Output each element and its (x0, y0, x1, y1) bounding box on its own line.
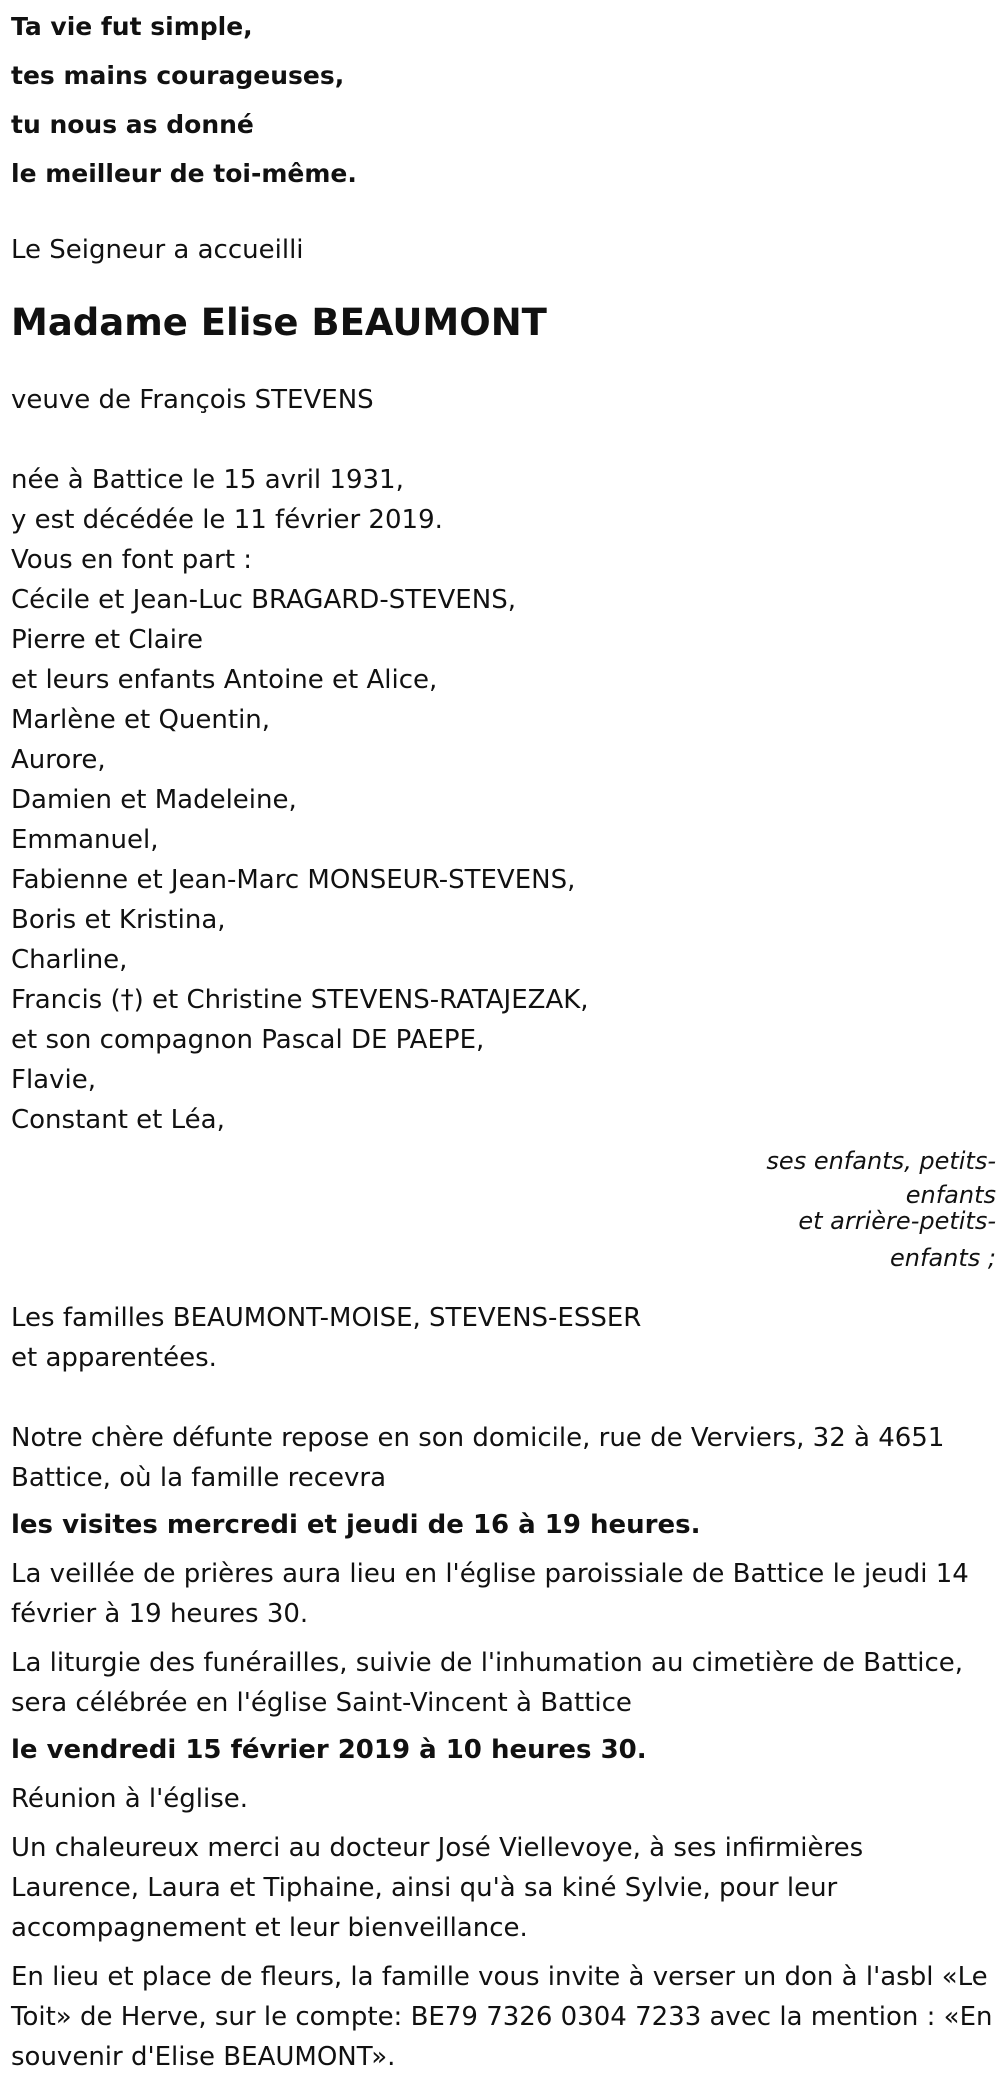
poem-line: tu nous as donné (11, 110, 254, 139)
families-line: et apparentées. (11, 1343, 217, 1373)
poem (11, 0, 996, 198)
repose-paragraph: Notre chère défunte repose en son domicile, rue de Verviers, 32 à 4651 Battice, où la famille recevra (11, 1423, 945, 1493)
liturgy-paragraph: La liturgie des funérailles, suivie de l'inhumation au cimetière de Battice, sera célébrée en l'église Saint-Vincent à Battice (11, 1648, 964, 1718)
deceased-name: Madame Elise BEAUMONT (11, 301, 547, 344)
mourner-line: Constant et Léa, (11, 1105, 225, 1135)
birth-text: née à Battice le 15 avril 1931, (11, 465, 404, 495)
mourner-line: et son compagnon Pascal DE PAEPE, (11, 1025, 485, 1055)
relationship-note (11, 1140, 996, 1298)
intro-text: Le Seigneur a accueilli (11, 235, 304, 265)
families-block (11, 1298, 996, 1378)
funeral-date-paragraph: le vendredi 15 février 2019 à 10 heures 30. (11, 1735, 647, 1765)
families-line: Les familles BEAUMONT-MOISE, STEVENS-ESSER (11, 1303, 642, 1333)
mourner-line: Fabienne et Jean-Marc MONSEUR-STEVENS, (11, 865, 576, 895)
mourner-line: Aurore, (11, 745, 106, 775)
visits-paragraph: les visites mercredi et jeudi de 16 à 19 heures. (11, 1510, 701, 1540)
meeting-paragraph: Réunion à l'église. (11, 1784, 249, 1814)
announce-intro: Vous en font part : (11, 545, 253, 575)
thanks-paragraph: Un chaleureux merci au docteur José Viellevoye, à ses infirmières Laurence, Laura et Tiphaine, ainsi qu'à sa kiné Sylvie, pour leur accompagnement et leur bienveillance. (11, 1833, 864, 1943)
relationship-line: enfants (905, 1181, 996, 1209)
mourner-line: Charline, (11, 945, 128, 975)
mourner-line: Francis (†) et Christine STEVENS-RATAJEZAK, (11, 985, 589, 1015)
mourner-line: Emmanuel, (11, 825, 159, 855)
relationship-line: ses enfants, petits- (766, 1147, 996, 1175)
death-text: y est décédée le 11 février 2019. (11, 505, 443, 535)
obituary-page (11, 0, 996, 2077)
relationship-line: enfants ; (890, 1244, 996, 1272)
vigil-paragraph: La veillée de prières aura lieu en l'église paroissiale de Battice le jeudi 14 février à 19 heures 30. (11, 1559, 969, 1629)
mourner-line: Damien et Madeleine, (11, 785, 297, 815)
widow-text: veuve de François STEVENS (11, 385, 374, 415)
poem-line: Ta vie fut simple, (11, 12, 253, 41)
poem-line: le meilleur de toi-même. (11, 159, 357, 188)
donation-paragraph: En lieu et place de fleurs, la famille vous invite à verser un don à l'asbl «Le Toit» de Herve, sur le compte: BE79 7326 0304 7233 avec la mention : «En souvenir d'Elise BEAUMONT». (11, 1962, 993, 2072)
mourner-line: Flavie, (11, 1065, 96, 1095)
mourner-line: Boris et Kristina, (11, 905, 226, 935)
mourner-line: Marlène et Quentin, (11, 705, 271, 735)
mourner-line: et leurs enfants Antoine et Alice, (11, 665, 438, 695)
relationship-line: et arrière-petits- (798, 1207, 996, 1235)
mourner-line: Pierre et Claire (11, 625, 204, 655)
announcement-block (11, 460, 996, 1140)
poem-line: tes mains courageuses, (11, 61, 345, 90)
mourner-line: Cécile et Jean-Luc BRAGARD-STEVENS, (11, 585, 516, 615)
